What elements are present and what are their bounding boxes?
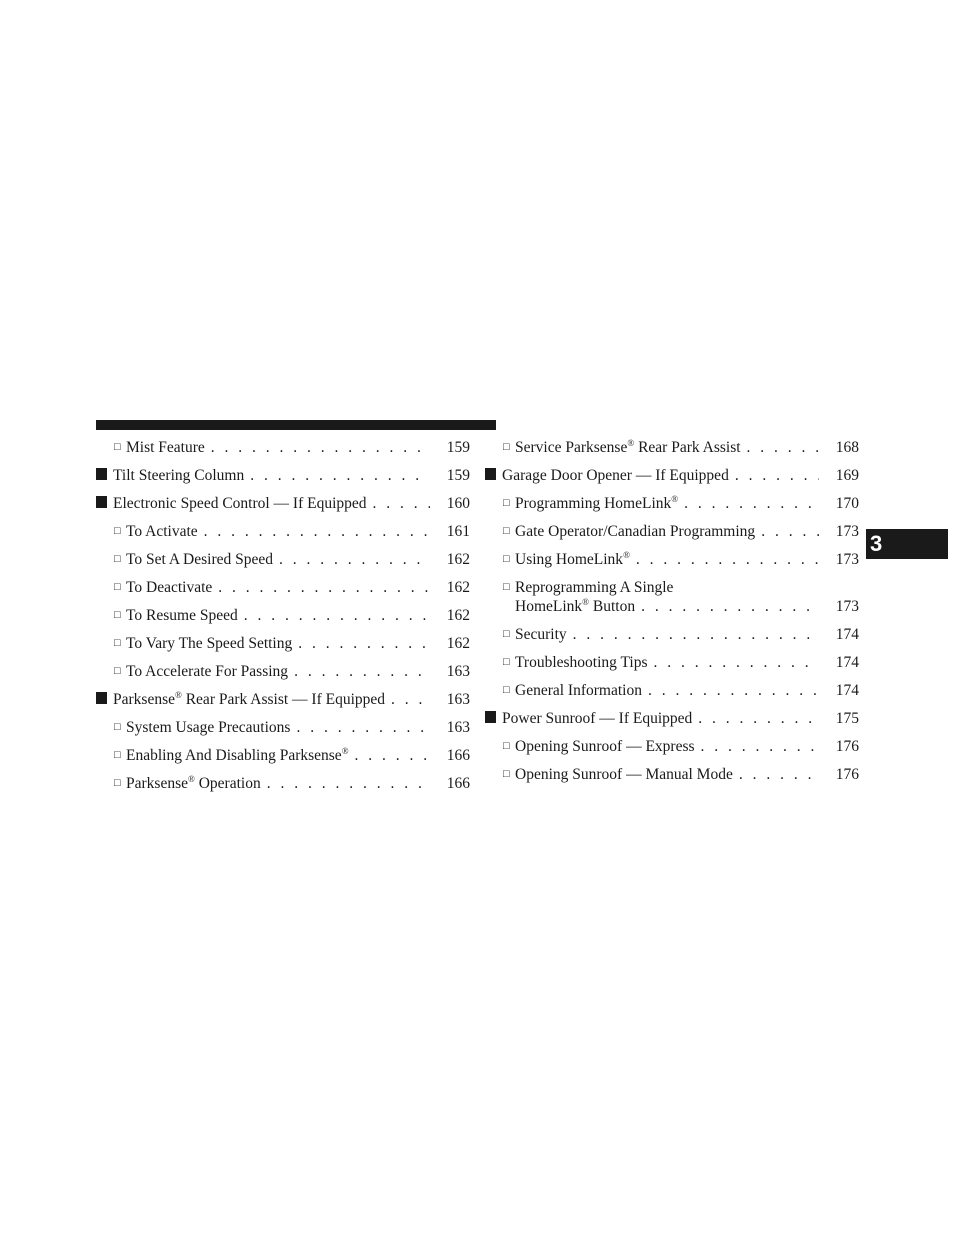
- toc-entry-text: [113, 493, 436, 514]
- toc-entry[interactable]: [96, 437, 470, 465]
- dot-leader: [296, 717, 430, 738]
- section-bullet-icon: [96, 496, 107, 508]
- subsection-box-icon: □: [503, 553, 510, 565]
- subsection-box-icon: □: [503, 740, 510, 752]
- toc-entry-title: Opening Sunroof — Manual Mode: [515, 766, 733, 783]
- toc-entry[interactable]: [96, 465, 470, 493]
- toc-entry[interactable]: [96, 661, 470, 689]
- dot-leader: [735, 465, 819, 486]
- toc-entry-page: 173: [835, 598, 859, 615]
- subsection-box-icon: □: [503, 628, 510, 640]
- toc-entry[interactable]: [96, 689, 470, 717]
- toc-entry[interactable]: [96, 773, 470, 801]
- subsection-box-icon: □: [503, 525, 510, 537]
- toc-entry[interactable]: [485, 437, 859, 465]
- toc-entry[interactable]: [485, 764, 859, 792]
- toc-entry-title-line1: Reprogramming A Single: [515, 579, 674, 596]
- toc-entry-title: System Usage Precautions: [126, 719, 291, 736]
- toc-entry-title: To Accelerate For Passing: [126, 663, 289, 680]
- toc-entry-text: [515, 764, 825, 785]
- toc-entry-page: 162: [446, 551, 470, 568]
- toc-entry-page: 162: [446, 635, 470, 652]
- toc-entry[interactable]: [485, 736, 859, 764]
- dot-leader: [739, 764, 819, 785]
- toc-entry-title: Electronic Speed Control — If Equipped: [113, 495, 367, 512]
- toc-entry-text: [126, 605, 436, 626]
- toc-entry-text: [126, 773, 436, 794]
- toc-entry-page: 160: [446, 495, 470, 512]
- subsection-box-icon: □: [114, 637, 121, 649]
- toc-entry-text: [126, 661, 436, 682]
- toc-entry-page: 175: [835, 710, 859, 727]
- toc-entry-text: [126, 633, 436, 654]
- chapter-tab-number: 3: [870, 531, 883, 556]
- subsection-box-icon: □: [114, 553, 121, 565]
- subsection-box-icon: □: [114, 525, 121, 537]
- toc-entry[interactable]: [96, 745, 470, 773]
- subsection-box-icon: □: [503, 656, 510, 668]
- subsection-box-icon: □: [114, 749, 121, 761]
- dot-leader: [298, 633, 430, 654]
- toc-entry-text: [126, 437, 436, 458]
- toc-entry-text: [126, 521, 436, 542]
- toc-left-column: [96, 437, 470, 801]
- toc-entry-title: Tilt Steering Column: [113, 467, 245, 484]
- toc-entry-page: 169: [835, 467, 859, 484]
- subsection-box-icon: □: [503, 581, 510, 593]
- dot-leader: [250, 465, 430, 486]
- toc-entry-text: [113, 465, 436, 486]
- section-bullet-icon: [96, 692, 107, 704]
- toc-entry-text: [515, 521, 825, 542]
- subsection-box-icon: □: [114, 721, 121, 733]
- toc-entry-page: 176: [835, 766, 859, 783]
- toc-entry[interactable]: [96, 605, 470, 633]
- toc-entry-title: To Resume Speed: [126, 607, 238, 624]
- toc-entry-text: [515, 549, 825, 570]
- toc-entry-title: Parksense® Operation: [126, 774, 261, 792]
- toc-entry-text: [126, 549, 436, 570]
- toc-entry[interactable]: [485, 521, 859, 549]
- dot-leader: [355, 745, 430, 766]
- toc-entry-title: Programming HomeLink®: [515, 494, 679, 512]
- toc-entry-title: Service Parksense® Rear Park Assist: [515, 438, 741, 456]
- toc-entry-page: 166: [446, 775, 470, 792]
- toc-entry-page: 173: [835, 551, 859, 568]
- dot-leader: [294, 661, 430, 682]
- section-bullet-icon: [485, 711, 496, 723]
- toc-entry-title: To Deactivate: [126, 579, 213, 596]
- toc-entry-page: 161: [446, 523, 470, 540]
- dot-leader: [267, 773, 430, 794]
- subsection-box-icon: □: [114, 609, 121, 621]
- toc-entry[interactable]: [485, 652, 859, 680]
- top-rule: [96, 420, 496, 430]
- toc-entry[interactable]: [96, 549, 470, 577]
- toc-entry-text: [113, 689, 436, 710]
- toc-entry-text: [515, 624, 825, 645]
- dot-leader: [747, 437, 819, 458]
- dot-leader: [641, 596, 819, 617]
- dot-leader: [648, 680, 819, 701]
- toc-entry[interactable]: [485, 680, 859, 708]
- dot-leader: [684, 493, 819, 514]
- toc-entry-text: [515, 652, 825, 673]
- toc-entry-page: 168: [835, 439, 859, 456]
- toc-entry-title: Enabling And Disabling Parksense®: [126, 746, 349, 764]
- subsection-box-icon: □: [114, 665, 121, 677]
- toc-entry-title: Parksense® Rear Park Assist — If Equipped: [113, 690, 386, 708]
- toc-entry-page: 174: [835, 682, 859, 699]
- toc-entry-text: [126, 745, 436, 766]
- dot-leader: [701, 736, 819, 757]
- toc-entry-title: General Information: [515, 682, 642, 699]
- subsection-box-icon: □: [503, 684, 510, 696]
- subsection-box-icon: □: [503, 497, 510, 509]
- dot-leader: [761, 521, 819, 542]
- chapter-tab: [866, 529, 948, 559]
- toc-entry-text: [502, 465, 825, 486]
- dot-leader: [244, 605, 430, 626]
- toc-entry-page: 162: [446, 579, 470, 596]
- dot-leader: [698, 708, 819, 729]
- toc-entry-title: To Activate: [126, 523, 198, 540]
- dot-leader: [204, 521, 430, 542]
- toc-entry-text: [515, 596, 825, 617]
- toc-entry-page: 162: [446, 607, 470, 624]
- toc-entry[interactable]: [96, 633, 470, 661]
- toc-entry[interactable]: [96, 493, 470, 521]
- toc-entry-page: 174: [835, 626, 859, 643]
- section-bullet-icon: [485, 468, 496, 480]
- toc-entry[interactable]: [96, 717, 470, 745]
- dot-leader: [218, 577, 430, 598]
- toc-right-column: [485, 437, 859, 792]
- toc-entry-title: Gate Operator/Canadian Programming: [515, 523, 756, 540]
- toc-entry-page: 170: [835, 495, 859, 512]
- dot-leader: [211, 437, 430, 458]
- subsection-box-icon: □: [114, 581, 121, 593]
- toc-entry-text: [515, 493, 825, 514]
- toc-entry-page: 159: [446, 439, 470, 456]
- toc-entry[interactable]: [485, 577, 859, 624]
- toc-entry-text: [515, 736, 825, 757]
- toc-entry-title: Power Sunroof — If Equipped: [502, 710, 693, 727]
- toc-entry-title: Mist Feature: [126, 439, 205, 456]
- toc-entry-title: Troubleshooting Tips: [515, 654, 648, 671]
- dot-leader: [573, 624, 819, 645]
- toc-entry[interactable]: [485, 465, 859, 493]
- toc-entry[interactable]: [485, 549, 859, 577]
- toc-entry-title: To Set A Desired Speed: [126, 551, 274, 568]
- toc-entry-title: Using HomeLink®: [515, 550, 630, 568]
- toc-entry-text: [515, 437, 825, 458]
- toc-entry-text: [502, 708, 825, 729]
- toc-entry-page: 176: [835, 738, 859, 755]
- subsection-box-icon: □: [114, 441, 121, 453]
- toc-entry[interactable]: [96, 521, 470, 549]
- subsection-box-icon: □: [503, 768, 510, 780]
- toc-entry-page: 163: [446, 691, 470, 708]
- toc-entry[interactable]: [96, 577, 470, 605]
- toc-entry-title: HomeLink® Button: [515, 597, 636, 615]
- toc-entry-text: [126, 577, 436, 598]
- dot-leader: [373, 493, 430, 514]
- toc-entry-page: 163: [446, 719, 470, 736]
- toc-entry[interactable]: [485, 493, 859, 521]
- toc-entry-page: 159: [446, 467, 470, 484]
- dot-leader: [654, 652, 819, 673]
- toc-entry-title: To Vary The Speed Setting: [126, 635, 293, 652]
- toc-entry-title: Garage Door Opener — If Equipped: [502, 467, 729, 484]
- subsection-box-icon: □: [503, 441, 510, 453]
- subsection-box-icon: □: [114, 777, 121, 789]
- dot-leader: [636, 549, 819, 570]
- toc-entry-text: [515, 680, 825, 701]
- toc-entry-page: 174: [835, 654, 859, 671]
- toc-entry-page: 163: [446, 663, 470, 680]
- toc-entry-title: Opening Sunroof — Express: [515, 738, 695, 755]
- toc-entry-text: [126, 717, 436, 738]
- toc-entry[interactable]: [485, 708, 859, 736]
- toc-entry-page: 173: [835, 523, 859, 540]
- section-bullet-icon: [96, 468, 107, 480]
- dot-leader: [391, 689, 430, 710]
- toc-entry-title: Security: [515, 626, 567, 643]
- toc-entry-page: 166: [446, 747, 470, 764]
- toc-entry[interactable]: [485, 624, 859, 652]
- dot-leader: [279, 549, 430, 570]
